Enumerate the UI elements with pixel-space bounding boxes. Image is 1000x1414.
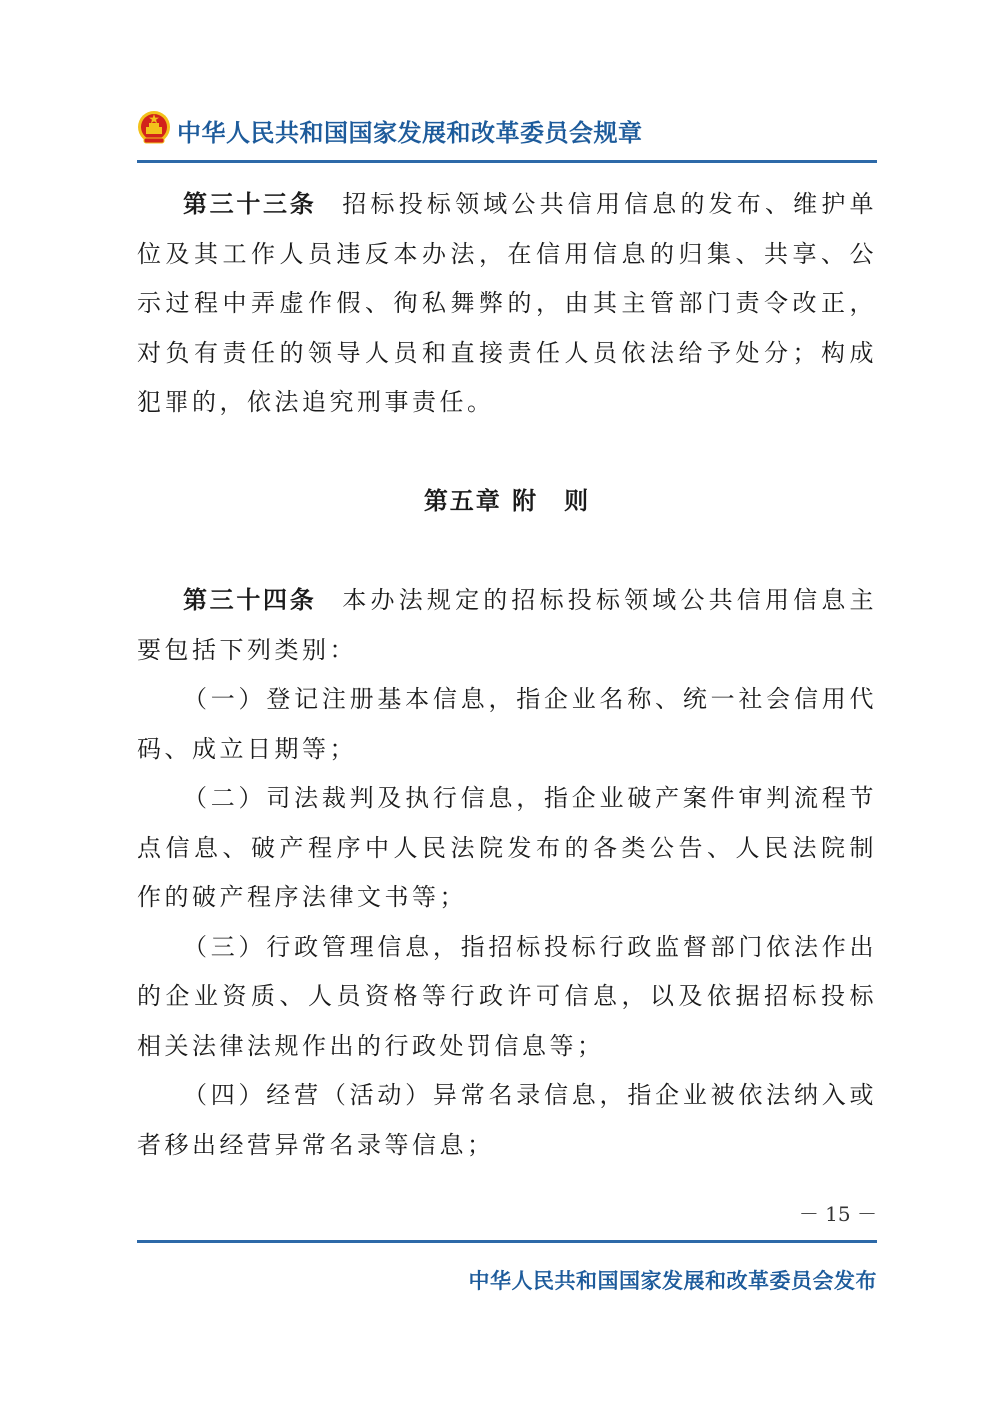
list-item: （一）登记注册基本信息，指企业名称、统一社会信用代码、成立日期等； — [137, 685, 877, 763]
article-33-text: 招标投标领域公共信用信息的发布、维护单位及其工作人员违反本办法，在信用信息的归集、共享、公示过程中弄虚作假、徇私舞弊的，由其主管部门责令改正，对负有责任的领导人员和直接责任人员依法给予处分；构成犯罪的，依法追究刑事责任。 — [137, 190, 878, 416]
list-item: （二）司法裁判及执行信息，指企业破产案件审判流程节点信息、破产程序中人民法院发布的各类公告、人民法院制作的破产程序法律文书等； — [137, 784, 877, 911]
document-body — [137, 180, 877, 1170]
article-33 — [137, 180, 877, 428]
header-divider — [137, 160, 877, 163]
article-33-heading: 第三十三条 — [183, 190, 317, 218]
spacer — [137, 527, 877, 577]
article-34 — [137, 576, 877, 675]
list-item: （三）行政管理信息，指招标投标行政监督部门依法作出的企业资质、人员资格等行政许可信息，以及依据招标投标相关法律法规作出的行政处罚信息等； — [137, 932, 877, 1060]
page-header — [137, 106, 877, 156]
spacer — [137, 428, 877, 478]
list-item: （四）经营（活动）异常名录信息，指企业被依法纳入或者移出经营异常名录等信息； — [137, 1081, 877, 1159]
chapter-title: 第五章 附 则 — [423, 487, 591, 515]
article-34-heading: 第三十四条 — [183, 586, 317, 614]
footer-publisher: 中华人民共和国国家发展和改革委员会发布 — [468, 1269, 877, 1293]
header-title: 中华人民共和国国家发展和改革委员会规章 — [177, 119, 643, 147]
page-number: － 15 － — [798, 1202, 877, 1226]
national-emblem-icon — [137, 110, 171, 146]
article-34-text: 本办法规定的招标投标领域公共信用信息主要包括下列类别： — [137, 586, 878, 664]
footer-divider — [137, 1240, 877, 1243]
